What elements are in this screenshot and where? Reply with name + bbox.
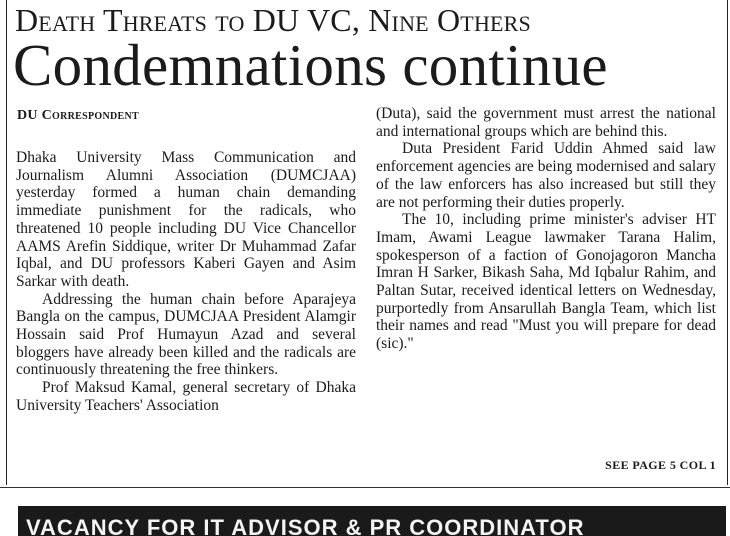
paragraph: Prof Maksud Kamal, general secretary of Dhaka University Teachers' Association [16,379,356,414]
right-column-rule [727,0,728,485]
paragraph: Dhaka University Mass Communication and Journalism Alumni Association (DUMCJAA) yesterday formed a human chain demanding immediate punishment for the radicals, who threatened 10 people including DU Vice Chancellor AAMS Arefin Siddique, writer Dr Muhammad Zafar Iqbal, and DU professors Kaberi Gayen and Asim Sarkar with death. [16,149,356,290]
article-kicker: Death Threats to DU VC, Nine Others [15,2,531,38]
article-column-2 [376,105,716,353]
paragraph: Addressing the human chain before Aparajeya Bangla on the campus, DUMCJAA President Alamgir Hossain said Prof Humayun Azad and several bloggers have already been killed and the radicals are continuously threatening the free thinkers. [16,290,356,379]
paragraph: Duta President Farid Uddin Ahmed said law enforcement agencies are being modernised and salary of the law enforcers has also increased but still they are not performing their duties properly. [376,140,716,211]
next-article-banner: VACANCY FOR IT ADVISOR & PR COORDINATOR [18,506,726,536]
section-divider [0,487,730,488]
article-column-1 [16,149,356,415]
paragraph: (Duta), said the government must arrest the national and international groups which are behind this. [376,105,716,140]
left-column-rule [6,0,7,485]
article-headline: Condemnations continue [13,32,608,98]
paragraph: The 10, including prime minister's adviser HT Imam, Awami League lawmaker Tarana Halim, spokesperson of a faction of Gonojagoron Mancha Imran H Sarker, Bikash Saha, Md Iqbalur Rahim, and Paltan Sutar, received identical letters on Wednesday, purportedly from Ansarullah Bangla Team, which list their names and read "Must you will prepare for dead (sic)." [376,211,716,353]
article-byline: DU Correspondent [17,108,139,123]
continued-on-link: SEE PAGE 5 COL 1 [605,458,716,472]
